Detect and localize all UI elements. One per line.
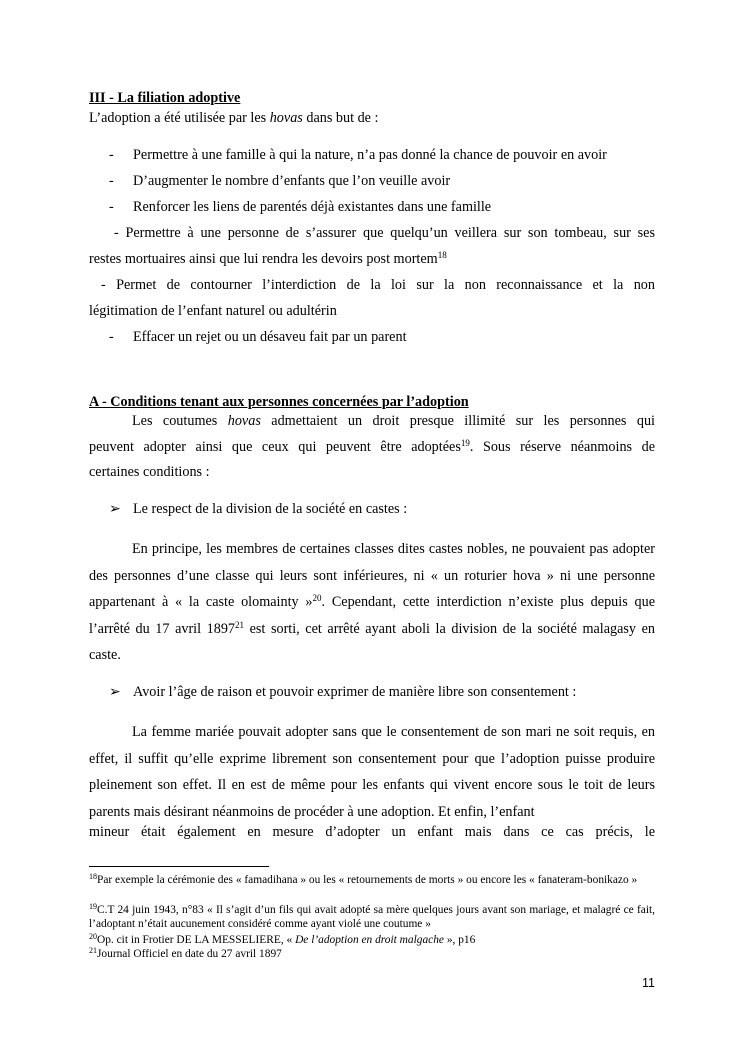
footnote-ref-19: 19 <box>460 438 470 448</box>
list-item-4-line-2 <box>89 249 447 269</box>
paragraph-1-line-1 <box>89 411 655 431</box>
list-item-4-line-1: - Permettre à une personne de s’assurer que quelqu’un veillera sur son tombeau, sur ses <box>114 225 655 241</box>
footnote-21 <box>89 947 655 961</box>
paragraph-1-line-2-a: peuvent adopter ainsi que ceux qui peuvent être adoptées <box>89 439 461 455</box>
footnote-20 <box>89 933 655 947</box>
footnote-19 <box>89 903 655 931</box>
paragraph-1-line-1-b: admettaient un droit presque illimité sur les personnes qui <box>260 413 655 429</box>
paragraph-2 <box>89 536 655 669</box>
list-item-1-dash: - <box>109 147 114 163</box>
subsection-a-title: A - Conditions tenant aux personnes concernées par l’adoption <box>89 394 469 410</box>
paragraph-1-italic: hovas <box>227 413 261 429</box>
footnote-20-italic: De l’adoption en droit malgache <box>295 934 444 946</box>
footnote-18-text: Par exemple la cérémonie des « famadihana » ou les « retournements de morts » ou encore les « fanateram-bonikazo » <box>97 874 638 886</box>
footnote-20-text-b: », p16 <box>443 934 476 946</box>
list-item-5-line-2: légitimation de l’enfant naturel ou adultérin <box>89 303 337 319</box>
bullet-1 <box>109 499 407 520</box>
paragraph-2-part-3: est sorti, cet arrêté ayant aboli la division de la société malagasy en caste. <box>89 620 655 663</box>
footnote-21-number: 21 <box>89 946 97 955</box>
footnote-ref-21: 21 <box>235 619 245 630</box>
footnote-18 <box>89 873 655 887</box>
footnote-separator <box>89 866 269 867</box>
list-item-3: Renforcer les liens de parentés déjà existantes dans une famille <box>133 199 492 215</box>
intro-line <box>89 108 378 128</box>
bullet-2-text: Avoir l’âge de raison et pouvoir exprimer de manière libre son consentement : <box>133 684 577 700</box>
paragraph-3-last-line: mineur était également en mesure d’adopter un enfant mais dans ce cas précis, le <box>89 824 655 840</box>
list-item-1: Permettre à une famille à qui la nature, n’a pas donné la chance de pouvoir en avoir <box>133 147 607 163</box>
bullet-1-text: Le respect de la division de la société en castes : <box>133 501 408 517</box>
section-title: III - La filiation adoptive <box>89 90 241 106</box>
footnote-ref-18: 18 <box>437 250 447 260</box>
paragraph-1-line-2-b: . Sous réserve néanmoins de <box>469 439 655 455</box>
list-item-2-dash: - <box>109 173 114 189</box>
arrow-bullet-icon: ➢ <box>109 685 121 700</box>
intro-after: dans but de : <box>302 110 379 126</box>
paragraph-1-line-2 <box>89 437 655 457</box>
paragraph-2-part-1: En principe, les membres de certaines classes dites castes nobles, ne pouvaient pas adopter des personnes d’une classe qui leurs sont inférieures, ni « un roturier hova » ni une personne appartenant à « la caste olomainty » <box>89 541 655 610</box>
footnote-ref-20: 20 <box>312 593 322 603</box>
list-item-6-dash: - <box>109 329 114 345</box>
page-number: 11 <box>642 976 655 990</box>
list-item-4-line-2-text: restes mortuaires ainsi que lui rendra les devoirs post mortem <box>89 251 438 267</box>
list-item-2: D’augmenter le nombre d’enfants que l’on veuille avoir <box>133 173 451 189</box>
paragraph-1-line-3: certaines conditions : <box>89 464 210 480</box>
paragraph-3: La femme mariée pouvait adopter sans que le consentement de son mari ne soit requis, en effet, il suffit qu’elle exprime librement son consentement pour que l’adoption puisse produire pleinement son effet. Il en est de même pour les enfants qui vivent encore sous le toit de leurs parents mais désirant néanmoins de procéder à une adoption. Et enfin, l’enfant <box>89 724 655 820</box>
list-item-3-dash: - <box>109 199 114 215</box>
intro-italic: hovas <box>269 110 303 126</box>
footnote-20-text-a: Op. cit in Frotier DE LA MESSELIERE, « <box>97 934 296 946</box>
arrow-bullet-icon: ➢ <box>109 502 121 517</box>
footnote-20-number: 20 <box>89 932 97 941</box>
paragraph-2-part-2: . Cependant, cette interdiction n’existe plus depuis que l’arrêté du 17 avril 1897 <box>89 594 655 637</box>
footnote-19-number: 19 <box>89 902 97 911</box>
bullet-2 <box>109 682 576 703</box>
footnote-21-text: Journal Officiel en date du 27 avril 1897 <box>97 948 282 960</box>
footnote-18-number: 18 <box>89 872 97 881</box>
intro-before: L’adoption a été utilisée par les <box>89 110 270 126</box>
paragraph-1-line-1-a: Les coutumes <box>132 413 228 429</box>
footnote-19-text: C.T 24 juin 1943, n°83 « Il s’agit d’un fils qui avait adopté sa mère quelques jours avant son mariage, et malagré ce fait, l’adoptant n’était aucunement considéré comme ayant violé une coutume » <box>89 904 655 930</box>
list-item-5-line-1: - Permet de contourner l’interdiction de la loi sur la non reconnaissance et la non <box>101 277 655 293</box>
list-item-6: Effacer un rejet ou un désaveu fait par un parent <box>133 329 407 345</box>
